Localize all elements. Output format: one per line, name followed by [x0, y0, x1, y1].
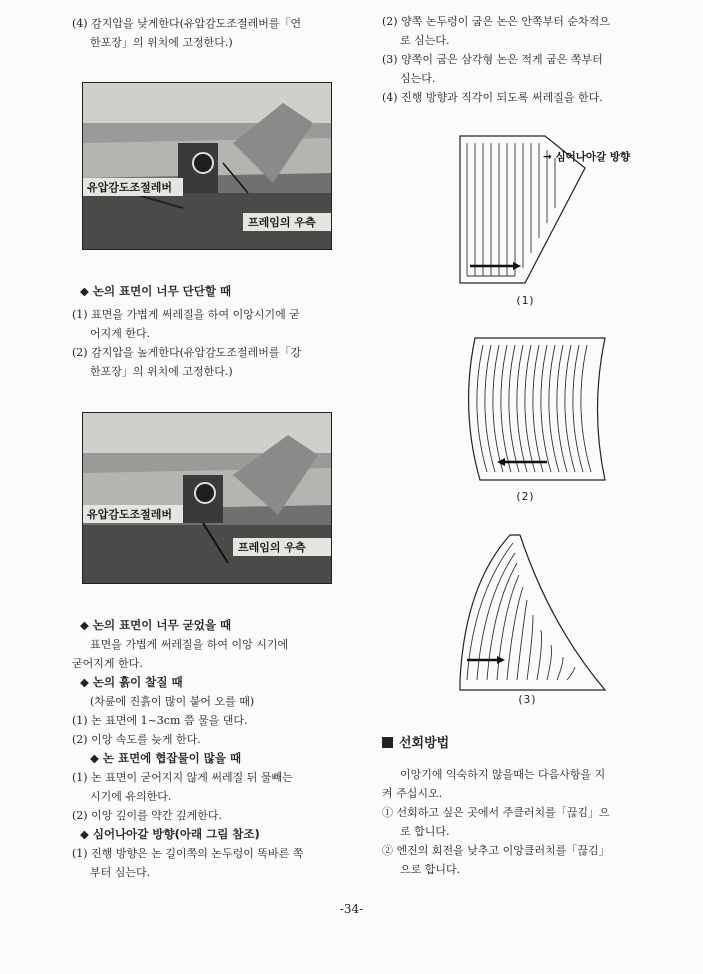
text-line: (3) 양쪽이 굽은 삼각형 논은 적게 굽은 쪽부터 — [382, 53, 603, 66]
text-line: ① 선회하고 싶은 곳에서 주클러치를「끊김」으 — [382, 806, 610, 819]
photo-hydraulic-lever-soft — [82, 82, 332, 250]
figure-label: (3) — [517, 693, 537, 705]
text-line: 로 합니다. — [400, 825, 450, 838]
text-line: ② 엔진의 회전을 낮추고 이앙클러치를「끊김」 — [382, 844, 610, 857]
section-heading: ◆ 논 표면에 협잡물이 많을 때 — [90, 751, 242, 765]
direction-label: → 심어나아갈 방향 — [543, 151, 631, 163]
text-line: 로 심는다. — [400, 34, 450, 47]
text-line: 켜 주십시오. — [382, 787, 443, 800]
text-line: 표면을 가볍게 써레질을 하여 이앙 시기에 — [90, 638, 289, 651]
figure-label: (2) — [515, 490, 535, 503]
text-line: (2) 양쪽 논두렁이 굽은 논은 안쪽부터 순차적으 — [382, 15, 610, 28]
text-line: 한포장」의 위치에 고정한다.) — [90, 36, 233, 49]
text-line: (4) 진행 방향과 직각이 되도록 써레질을 한다. — [382, 91, 603, 104]
item-4-low-pressure — [72, 14, 357, 52]
section-turning — [382, 734, 667, 879]
text-line: (2) 이앙 속도를 늦게 한다. — [72, 733, 201, 746]
lever-label: 유압감도조절레버 — [87, 508, 173, 521]
frame-label: 프레임의 우측 — [238, 541, 306, 554]
text-line: 이앙기에 익숙하지 않을때는 다음사항을 지 — [400, 768, 606, 781]
turn-heading — [382, 734, 667, 753]
text-line: 심는다. — [400, 72, 436, 85]
text-line: 어지게 한다. — [90, 327, 151, 340]
text-line: (차륜에 진흙이 많이 붙어 오를 때) — [90, 695, 255, 708]
section-hard-surface — [72, 282, 357, 381]
text-line: 부터 심는다. — [90, 866, 151, 879]
text-line: (2) 감지압을 높게한다(유압감도조절레버를「강 — [72, 346, 302, 359]
frame-label: 프레임의 우측 — [248, 216, 316, 229]
figure-1-trapezoid-field — [455, 128, 655, 308]
text-line: (2) 이앙 깊이를 약간 깊게한다. — [72, 809, 222, 822]
section-firm-surface — [72, 616, 357, 882]
figure-3-triangle-field — [455, 525, 655, 705]
section-heading: ◆ 논의 표면이 너무 굳었을 때 — [80, 618, 232, 632]
square-bullet-icon — [382, 737, 393, 748]
text-line: (4) 감지압을 낮게한다(유압감도조절레버를「연 — [72, 17, 302, 30]
text-line: 시기에 유의한다. — [90, 790, 172, 803]
right-items — [382, 12, 667, 107]
lever-label: 유압감도조절레버 — [87, 181, 173, 194]
text-line: 으로 합니다. — [400, 863, 461, 876]
section-heading: ◆ 논의 흙이 찰질 때 — [80, 675, 183, 689]
figure-2-curved-field — [455, 330, 655, 505]
section-heading: ◆ 논의 표면이 너무 단단할 때 — [80, 284, 232, 298]
text-line: (1) 논 표면에 1~3cm 쯤 물을 댄다. — [72, 714, 248, 727]
text-line: (1) 논 표면이 굳어지지 않게 써레질 뒤 물빼는 — [72, 771, 293, 784]
text-line: (1) 표면을 가볍게 써레질을 하여 이앙시기에 굳 — [72, 308, 300, 321]
section-heading: ◆ 심어나아갈 방향(아래 그림 참조) — [80, 827, 260, 841]
text-line: 굳어지게 한다. — [72, 657, 143, 670]
figure-label: (1) — [515, 294, 535, 307]
text-line: (1) 진행 방향은 논 길이쪽의 논두렁이 똑바른 쪽 — [72, 847, 304, 860]
page-number: -34- — [339, 902, 364, 916]
photo-hydraulic-lever-hard — [82, 412, 332, 584]
turn-heading-text: 선회방법 — [399, 736, 450, 751]
text-line: 한포장」의 위치에 고정한다.) — [90, 365, 233, 378]
